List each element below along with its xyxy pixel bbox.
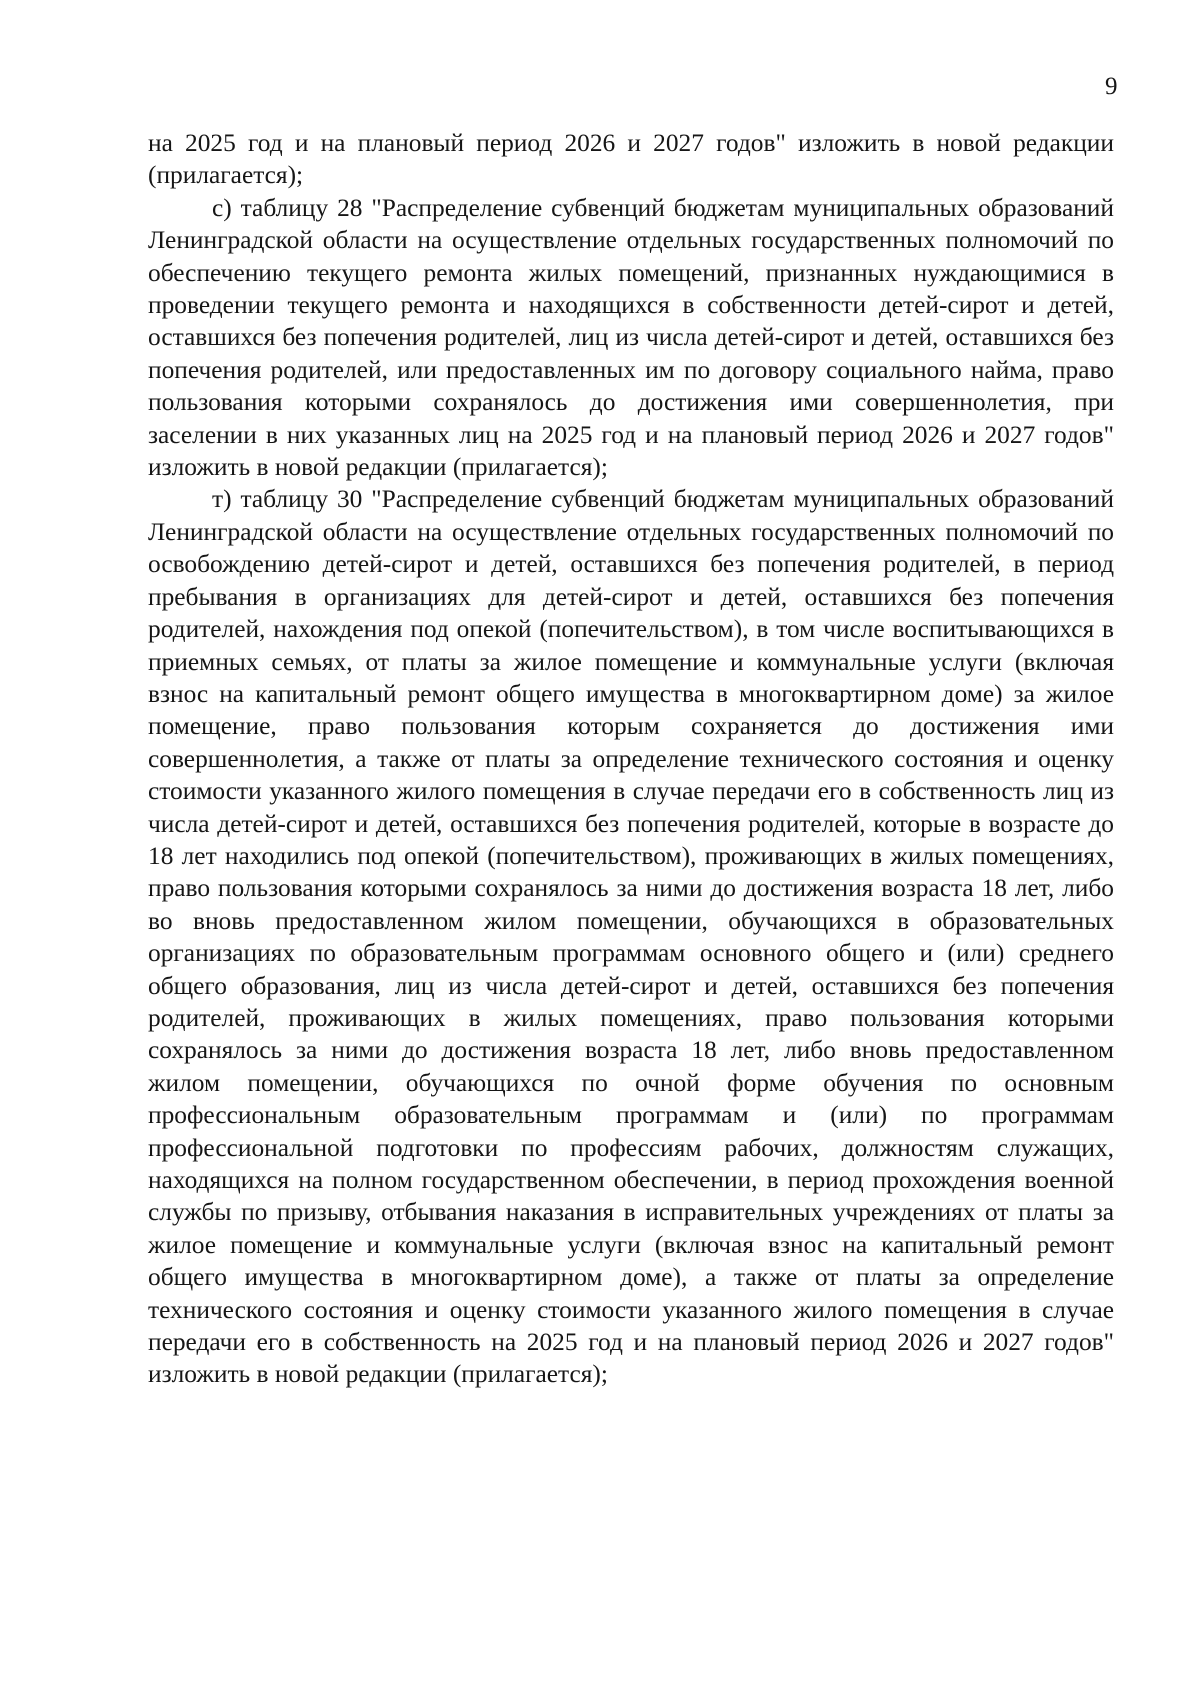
paragraph-continuation: на 2025 год и на плановый период 2026 и 2027 годов" изложить в новой редакции (прилагается); [148, 129, 1114, 190]
document-body [148, 127, 1114, 1391]
paragraph-item-t: т) таблицу 30 "Распределение субвенций бюджетам муниципальных образований Ленинградской области на осуществление отдельных государственных полномочий по освобождению детей-сирот и детей, оставшихся без попечения родителей, в период пребывания в организациях для детей-сирот и детей, оставшихся без попечения родителей, нахождения под опекой (попечительством), в том числе воспитывающихся в приемных семьях, от платы за жилое помещение и коммунальные услуги (включая взнос на капитальный ремонт общего имущества в многоквартирном доме) за жилое помещение, право пользования которым сохраняется до достижения ими совершеннолетия, а также от платы за определение технического состояния и оценку стоимости указанного жилого помещения в случае передачи его в собственность лиц из числа детей-сирот и детей, оставшихся без попечения родителей, которые в возрасте до 18 лет находились под опекой (попечительством), проживающих в жилых помещениях, право пользования которыми сохранялось за ними до достижения возраста 18 лет, либо во вновь предоставленном жилом помещении, обучающихся в образовательных организациях по образовательным программам основного общего и (или) среднего общего образования, лиц из числа детей-сирот и детей, оставшихся без попечения родителей, проживающих в жилых помещениях, право пользования которыми сохранялось за ними до достижения возраста 18 лет, либо вновь предоставленном жилом помещении, обучающихся по очной форме обучения по основным профессиональным образовательным программам и (или) по программам профессиональной подготовки по профессиям рабочих, должностям служащих, находящихся на полном государственном обеспечении, в период прохождения военной службы по призыву, отбывания наказания в исправительных учреждениях от платы за жилое помещение и коммунальные услуги (включая взнос на капитальный ремонт общего имущества в многоквартирном доме), а также от платы за определение технического состояния и оценку стоимости указанного жилого помещения в случае передачи его в собственность на 2025 год и на плановый период 2026 и 2027 годов" изложить в новой редакции (прилагается); [148, 485, 1114, 1389]
page-number: 9 [1105, 73, 1118, 100]
paragraph-item-s: с) таблицу 28 "Распределение субвенций бюджетам муниципальных образований Ленинградской области на осуществление отдельных государственных полномочий по обеспечению текущего ремонта жилых помещений, признанных нуждающимися в проведении текущего ремонта и находящихся в собственности детей-сирот и детей, оставшихся без попечения родителей, лиц из числа детей-сирот и детей, оставшихся без попечения родителей, или предоставленных им по договору социального найма, право пользования которыми сохранялось до достижения ими совершеннолетия, при заселении в них указанных лиц на 2025 год и на плановый период 2026 и 2027 годов" изложить в новой редакции (прилагается); [148, 193, 1114, 482]
